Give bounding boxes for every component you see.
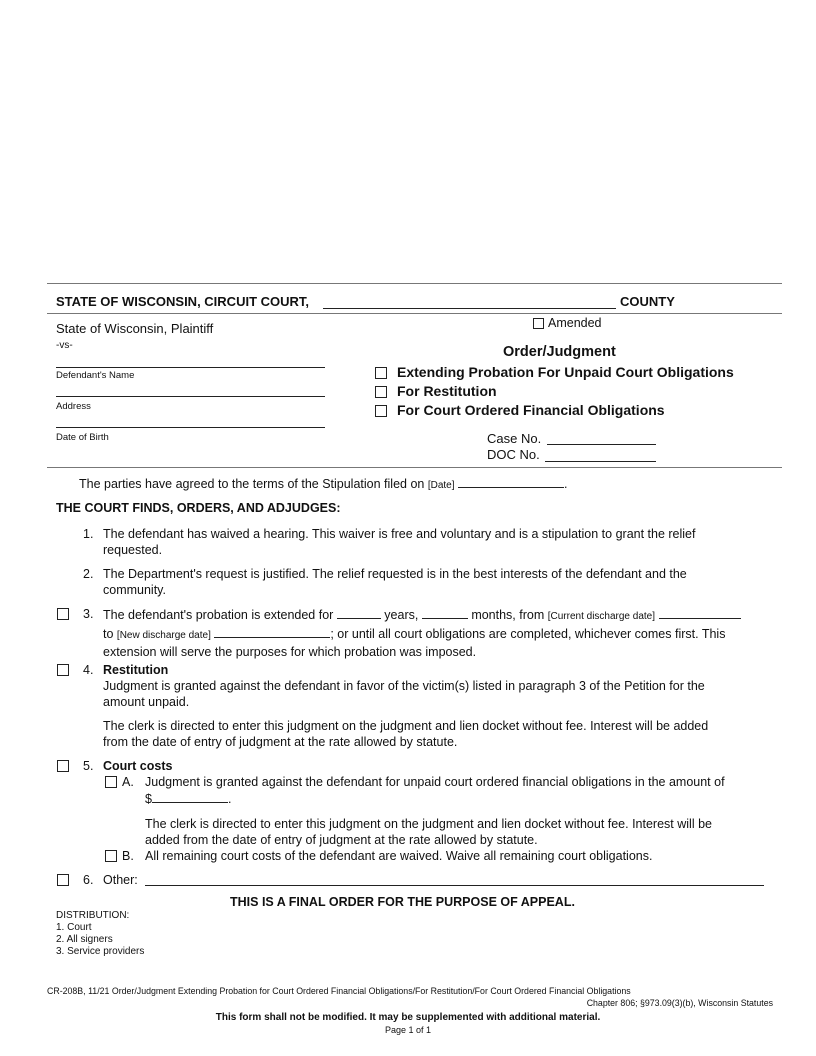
item5a-p2-line1: The clerk is directed to enter this judgment on the judgment and lien docket without fee. Interest will be [145,817,712,831]
option-restitution-checkbox[interactable] [375,386,387,398]
item6-label: Other: [103,873,138,887]
caption-top-rule [47,283,782,284]
case-no-label: Case No. [487,431,542,446]
item2-line2: community. [103,583,166,597]
plaintiff-label: State of Wisconsin, Plaintiff [56,321,214,336]
distribution-block [56,910,144,958]
item3-years-field[interactable] [337,606,381,619]
finds-heading: THE COURT FINDS, ORDERS, AND ADJUDGES: [56,501,341,515]
item4-p2-line2: from the date of entry of judgment at the rate allowed by statute. [103,735,458,749]
item4-checkbox[interactable] [57,664,69,676]
doc-no-field[interactable] [545,461,656,462]
item3-until-text: ; or until all court obligations are completed, whichever comes first. This [330,627,726,641]
item6-checkbox[interactable] [57,874,69,886]
date-of-birth-label: Date of Birth [56,432,109,443]
item5b-label: B. [122,849,134,863]
item5a-text: Judgment is granted against the defendant for unpaid court ordered financial obligations in the amount of $ . [145,775,725,806]
item5b-text: All remaining court costs of the defendant are waived. Waive all remaining court obligations. [145,849,653,863]
statute-reference: Chapter 806; §973.09(3)(b), Wisconsin Statutes [586,998,773,1008]
stipulation-date-field[interactable] [458,475,564,488]
item1-line2: requested. [103,543,163,557]
item3-new-date-field[interactable] [214,625,330,638]
item3-months-label: months, from [471,608,545,622]
stipulation-line: The parties have agreed to the terms of the Stipulation filed on [Date] . [79,477,568,491]
option-financial-obligations-checkbox[interactable] [375,405,387,417]
defendant-name-label: Defendant's Name [56,370,135,381]
distribution-heading: DISTRIBUTION: [56,910,130,921]
amended-checkbox[interactable] [533,318,544,329]
county-label: COUNTY [620,294,675,309]
item3-months-field[interactable] [422,606,468,619]
item5-checkbox[interactable] [57,760,69,772]
item5-number: 5. [83,759,94,773]
caption-bottom-rule [47,467,782,468]
item5a-dollar: $ [145,792,152,806]
item3-current-date-field[interactable] [659,606,741,619]
item1-text [103,526,695,558]
item4-p1-line2: amount unpaid. [103,695,190,709]
item5a-para2 [145,816,712,848]
item3-line3: extension will serve the purposes for which probation was imposed. [103,645,477,659]
item4-number: 4. [83,663,94,677]
county-field[interactable] [323,308,616,309]
item3-new-hint: [New discharge date] [116,630,211,641]
distribution-item: 1. Court [56,922,92,933]
item1-number: 1. [83,527,94,541]
option-restitution-label: For Restitution [397,383,497,399]
item3-number: 3. [83,607,94,621]
item3-to-label: to [103,627,114,641]
item2-number: 2. [83,567,94,581]
item4-p2-line1: The clerk is directed to enter this judgment on the judgment and lien docket without fee. Interest will be added [103,719,709,733]
item5a-checkbox[interactable] [105,776,117,788]
item6-number: 6. [83,873,94,887]
option-financial-obligations-label: For Court Ordered Financial Obligations [397,402,665,418]
distribution-item: 2. All signers [56,934,113,945]
item5-title: Court costs [103,759,173,773]
item2-line1: The Department's request is justified. The relief requested is in the best interests of the defendant and the [103,567,687,581]
item3-checkbox[interactable] [57,608,69,620]
address-field[interactable] [56,396,325,397]
form-id: CR-208B, 11/21 Order/Judgment Extending Probation for Court Ordered Financial Obligations/For Restitution/For Court Ordered Financial Obligations [47,986,631,996]
doc-no-label: DOC No. [487,447,540,462]
date-of-birth-field[interactable] [56,427,325,428]
item4-p1-line1: Judgment is granted against the defendant in favor of the victim(s) listed in paragraph 3 of the Petition for the [103,679,705,693]
item3-extended-text: The defendant's probation is extended for [103,608,334,622]
item4-para1 [103,678,705,710]
item5b-checkbox[interactable] [105,850,117,862]
item5a-amount-field[interactable] [152,790,228,803]
court-heading: STATE OF WISCONSIN, CIRCUIT COURT, [56,294,310,309]
item3-current-hint: [Current discharge date] [547,611,656,622]
distribution-item: 3. Service providers [56,946,145,957]
option-extending-probation-checkbox[interactable] [375,367,387,379]
page-number: Page 1 of 1 [384,1025,432,1035]
vs-label: -vs- [56,340,73,351]
modification-notice: This form shall not be modified. It may be supplemented with additional material. [215,1012,601,1023]
item1-line1: The defendant has waived a hearing. This waiver is free and voluntary and is a stipulation to grant the relief [103,527,696,541]
item6-other-field[interactable] [145,885,764,886]
amended-label: Amended [548,316,602,330]
final-order: THIS IS A FINAL ORDER FOR THE PURPOSE OF APPEAL. [230,895,575,909]
address-label: Address [56,401,91,412]
item3-years-label: years, [384,608,419,622]
item5a-label: A. [122,775,134,789]
item4-para2 [103,718,708,750]
item3-text [103,606,783,660]
form-title: Order/Judgment [503,344,616,360]
item2-text [103,566,687,598]
defendant-name-field[interactable] [56,367,325,368]
caption-rule [47,313,782,314]
stipulation-text: The parties have agreed to the terms of the Stipulation filed on [79,477,425,491]
date-hint: [Date] [427,480,455,491]
case-no-field[interactable] [547,444,656,445]
option-extending-probation-label: Extending Probation For Unpaid Court Obligations [397,364,734,380]
item4-title: Restitution [103,663,169,677]
item5a-p2-line2: added from the date of entry of judgment at the rate allowed by statute. [145,833,538,847]
item5a-line1: Judgment is granted against the defendant for unpaid court ordered financial obligations in the amount of [145,775,725,789]
